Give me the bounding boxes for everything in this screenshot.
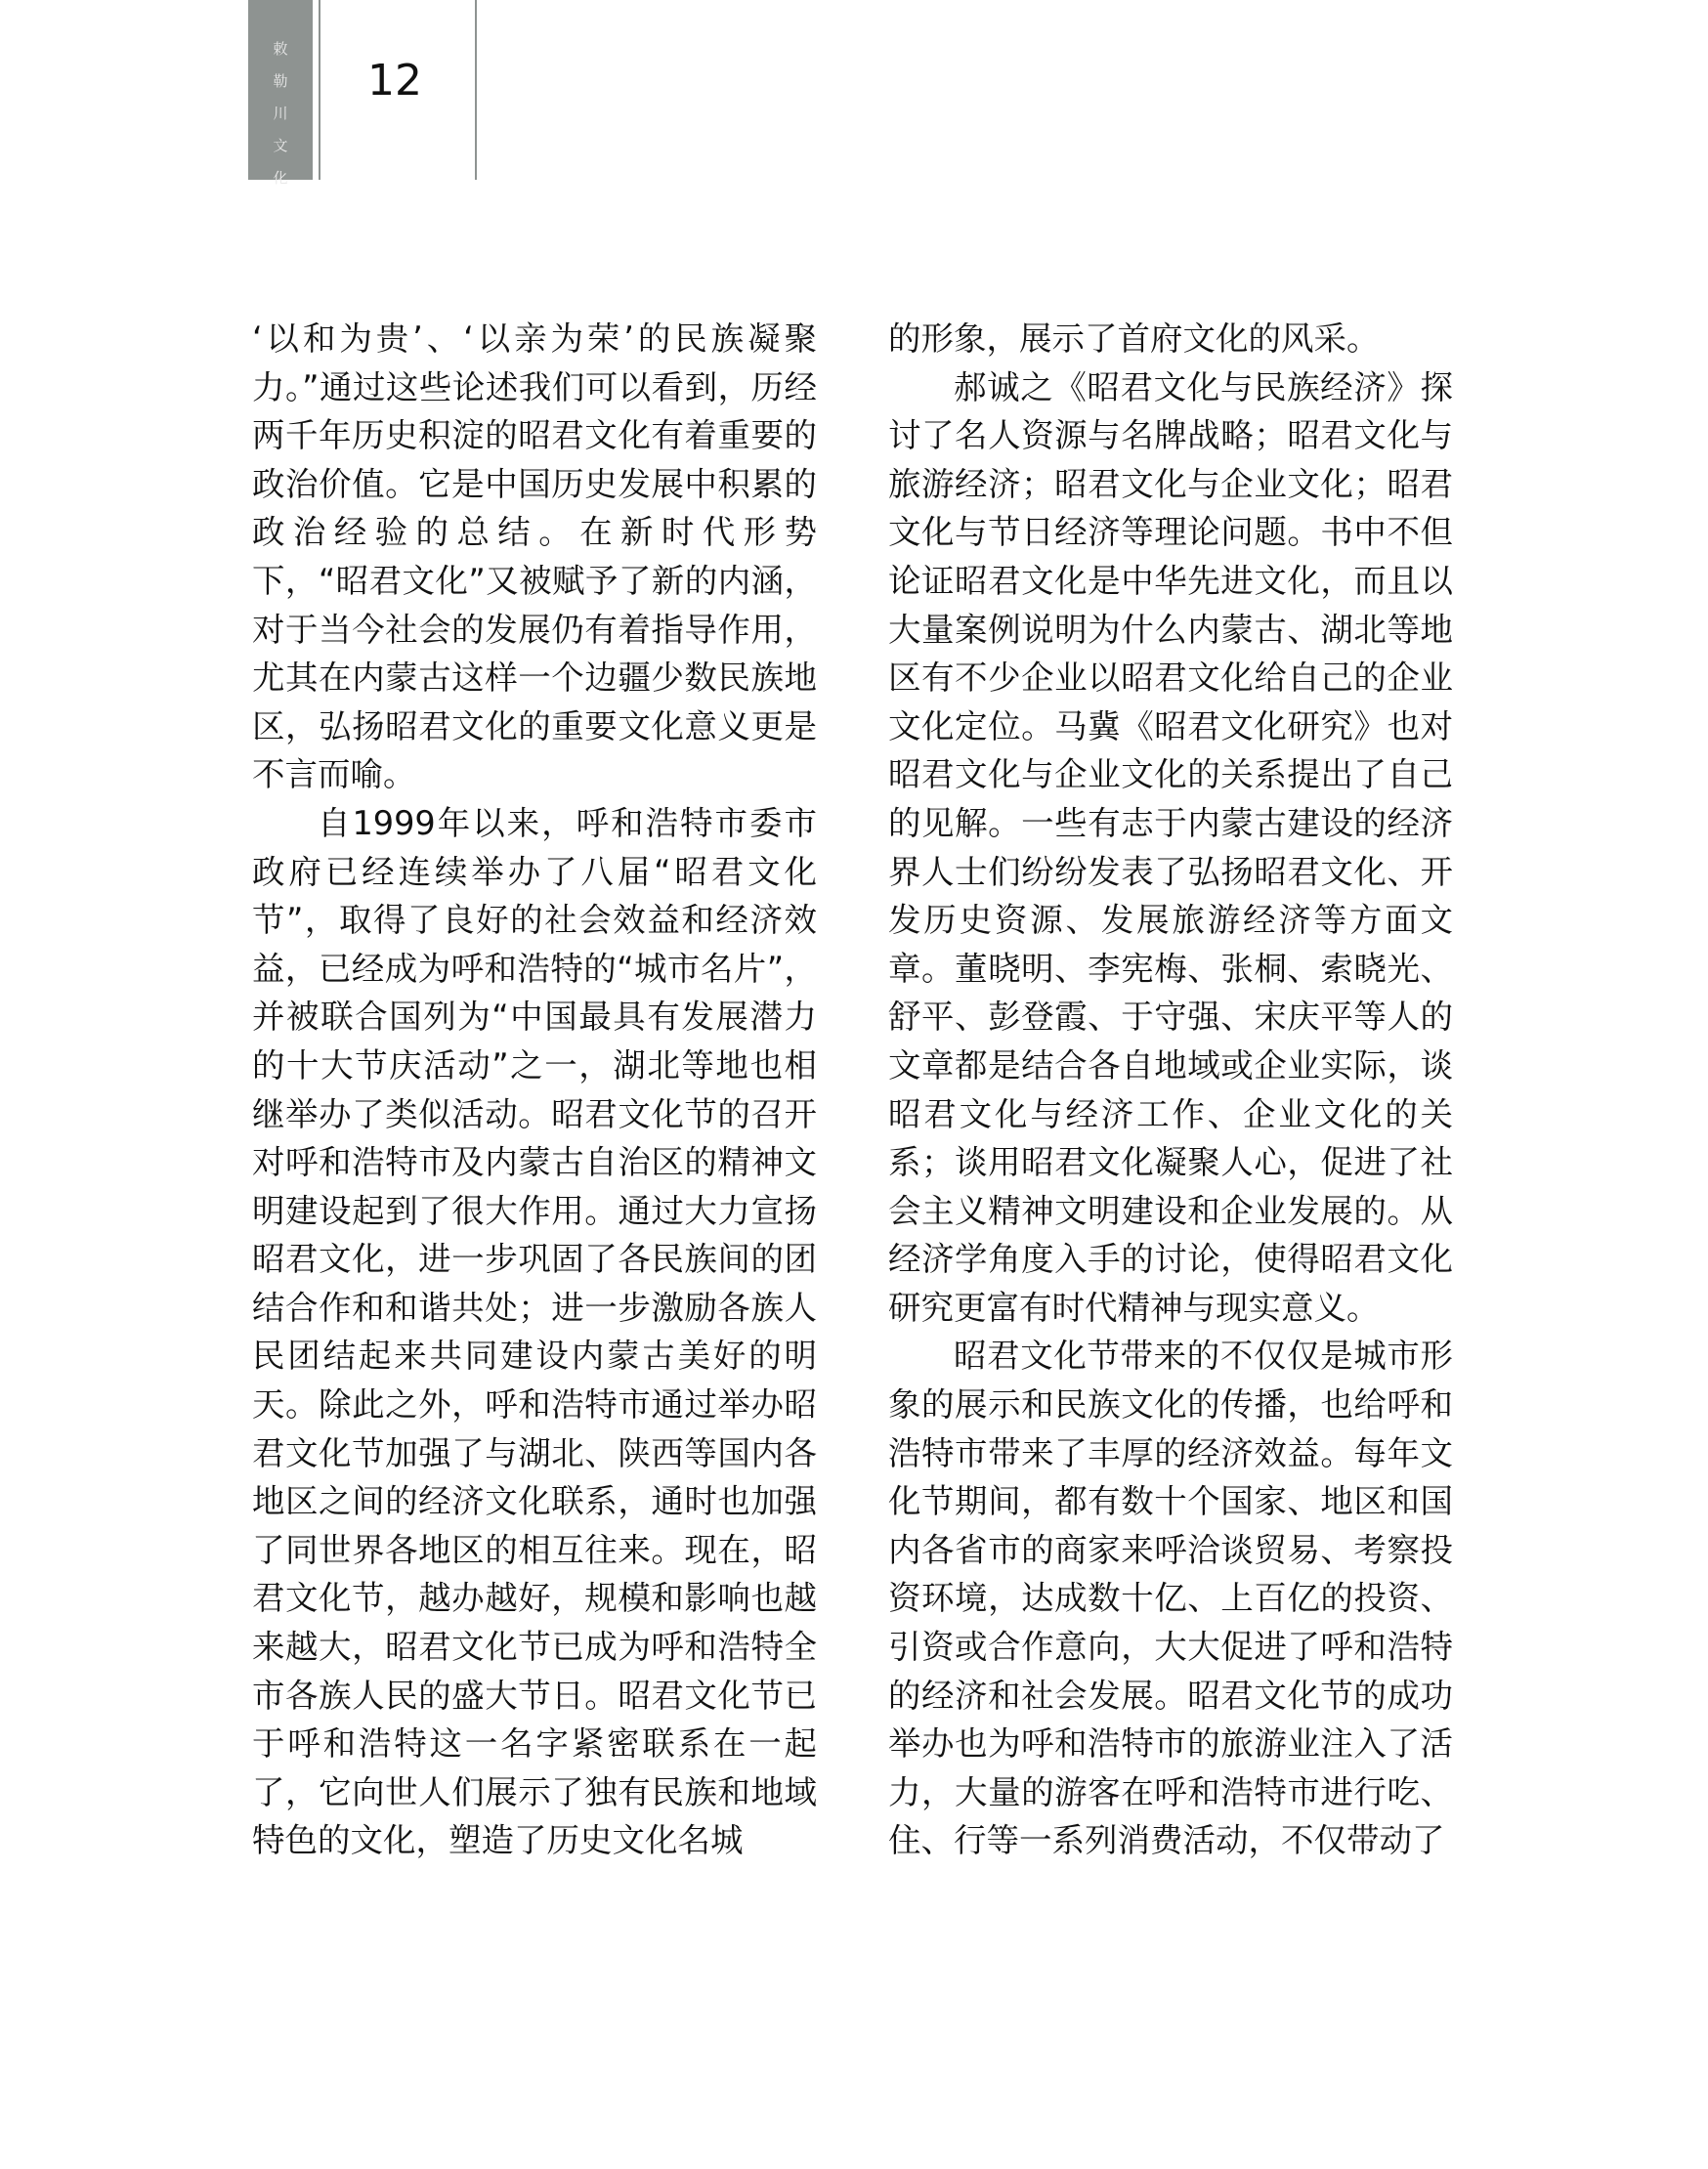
right-column	[888, 315, 1453, 1865]
paragraph: 自1999年以来，呼和浩特市委市政府已经连续举办了八届“昭君文化节”，取得了良好的社会效益和经济效益，已经成为呼和浩特的“城市名片”，并被联合国列为“中国最具有发展潜力的十大节庆活动”之一，湖北等地也相继举办了类似活动。昭君文化节的召开对呼和浩特市及内蒙古自治区的精神文明建设起到了很大作用。通过大力宣扬昭君文化，进一步巩固了各民族间的团结合作和和谐共处；进一步激励各族人民团结起来共同建设内蒙古美好的明天。除此之外，呼和浩特市通过举办昭君文化节加强了与湖北、陕西等国内各地区之间的经济文化联系，通时也加强了同世界各地区的相互往来。现在，昭君文化节，越办越好，规模和影响也越来越大，昭君文化节已成为呼和浩特全市各族人民的盛大节日。昭君文化节已于呼和浩特这一名字紧密联系在一起了，它向世人们展示了独有民族和地域特色的文化，塑造了历史文化名城	[252, 803, 817, 1860]
left-column	[252, 315, 817, 1865]
paragraph-continuation: ‘以和为贵’、‘以亲为荣’的民族凝聚力。”通过这些论述我们可以看到，历经两千年历史积淀的昭君文化有着重要的政治价值。它是中国历史发展中积累的政治经验的总结。在新时代形势下，“昭君文化”又被赋予了新的内涵，对于当今社会的发展仍有着指导作用，尤其在内蒙古这样一个边疆少数民族地区，弘扬昭君文化的重要文化意义更是不言而喻。	[252, 319, 817, 794]
section-label: 敕 勒 川 文 化	[273, 40, 288, 187]
page-number: 12	[367, 56, 422, 106]
header-rule-right	[475, 0, 477, 180]
paragraph: 郝诚之《昭君文化与民族经济》探讨了名人资源与名牌战略；昭君文化与旅游经济；昭君文化与企业文化；昭君文化与节日经济等理论问题。书中不但论证昭君文化是中华先进文化，而且以大量案例说明为什么内蒙古、湖北等地区有不少企业以昭君文化给自己的企业文化定位。马冀《昭君文化研究》也对昭君文化与企业文化的关系提出了自己的见解。一些有志于内蒙古建设的经济界人士们纷纷发表了弘扬昭君文化、开发历史资源、发展旅游经济等方面文章。董晓明、李宪梅、张桐、索晓光、舒平、彭登霞、于守强、宋庆平等人的文章都是结合各自地域或企业实际，谈昭君文化与经济工作、企业文化的关系；谈用昭君文化凝聚人心，促进了社会主义精神文明建设和企业发展的。从经济学角度入手的讨论，使得昭君文化研究更富有时代精神与现实意义。	[888, 367, 1453, 1327]
paragraph: 昭君文化节带来的不仅仅是城市形象的展示和民族文化的传播，也给呼和浩特市带来了丰厚的经济效益。每年文化节期间，都有数十个国家、地区和国内各省市的商家来呼洽谈贸易、考察投资环境，达成数十亿、上百亿的投资、引资或合作意向，大大促进了呼和浩特的经济和社会发展。昭君文化节的成功举办也为呼和浩特市的旅游业注入了活力，大量的游客在呼和浩特市进行吃、住、行等一系列消费活动，不仅带动了	[888, 1337, 1453, 1860]
header-rule-left	[319, 0, 320, 180]
paragraph-continuation: 的形象，展示了首府文化的风采。	[888, 319, 1380, 358]
